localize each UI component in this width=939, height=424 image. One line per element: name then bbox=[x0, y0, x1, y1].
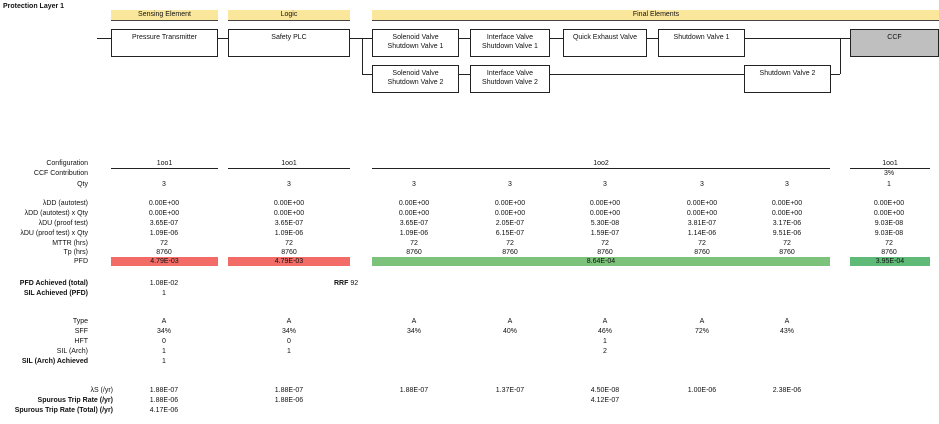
ccf-box[interactable] bbox=[850, 29, 939, 57]
hft-value: 1 bbox=[603, 338, 607, 345]
lambda-s-value: 4.50E-08 bbox=[590, 387, 620, 394]
config-underline bbox=[372, 168, 830, 169]
label-sil-arch-achieved: SIL (Arch) Achieved bbox=[21, 358, 88, 365]
box-label: Solenoid Valve bbox=[392, 34, 439, 41]
header-underline bbox=[111, 20, 218, 21]
lduq-value: 1.09E-06 bbox=[274, 230, 304, 237]
sff-value: 34% bbox=[406, 328, 422, 335]
interface-valve-1-box[interactable] bbox=[470, 29, 550, 57]
label-ldd: λDD (autotest) bbox=[42, 200, 88, 207]
box-sublabel: Shutdown Valve 2 bbox=[482, 79, 538, 86]
pfd-final-bar: 8.64E-04 bbox=[372, 257, 830, 266]
lduq-value: 9.51E-06 bbox=[772, 230, 802, 237]
str-total-value: 4.17E-06 bbox=[149, 407, 179, 414]
box-sublabel: Shutdown Valve 1 bbox=[387, 43, 444, 50]
label-spurious-trip-rate-total: Spurous Trip Rate (Total) (/yr) bbox=[14, 407, 113, 414]
mttr-value: 72 bbox=[506, 240, 514, 247]
sil-pfd-value: 1 bbox=[162, 290, 166, 297]
config-value: 1oo1 bbox=[281, 160, 297, 167]
header-underline bbox=[228, 20, 350, 21]
lddq-value: 0.00E+00 bbox=[589, 210, 621, 217]
label-type: Type bbox=[72, 318, 88, 325]
type-value: A bbox=[699, 318, 705, 325]
lduq-value: 1.59E-07 bbox=[590, 230, 620, 237]
tp-value: 8760 bbox=[597, 249, 613, 256]
tp-value: 8760 bbox=[779, 249, 795, 256]
box-sublabel: Shutdown Valve 1 bbox=[482, 43, 538, 50]
solenoid-valve-2-box[interactable] bbox=[372, 65, 459, 93]
mttr-value: 72 bbox=[885, 240, 893, 247]
config-logic bbox=[228, 159, 350, 169]
tp-value: 8760 bbox=[156, 249, 172, 256]
lambda-s-value: 1.37E-07 bbox=[495, 387, 525, 394]
header-sensing-element: Sensing Element bbox=[111, 10, 218, 20]
ldu-value: 9.03E-08 bbox=[874, 220, 904, 227]
lambda-s-value: 1.88E-07 bbox=[149, 387, 179, 394]
qty-value: 3 bbox=[412, 181, 416, 188]
sil-arch-achieved-value: 1 bbox=[162, 358, 166, 365]
label-lambda-s: λS (/yr) bbox=[90, 387, 113, 394]
label-ldu: λDU (proof test) bbox=[38, 220, 88, 227]
ldd-value: 0.00E+00 bbox=[686, 200, 718, 207]
box-sublabel: Shutdown Valve 2 bbox=[387, 79, 444, 86]
safety-plc-box[interactable] bbox=[228, 29, 350, 57]
lduq-value: 9.03E-08 bbox=[874, 230, 904, 237]
config-ccf bbox=[850, 159, 930, 169]
page-title: Protection Layer 1 bbox=[3, 3, 65, 10]
label-sff: SFF bbox=[74, 328, 88, 335]
ldu-value: 3.81E-07 bbox=[687, 220, 717, 227]
label-configuration: Configuration bbox=[46, 160, 88, 167]
label-lduq: λDU (proof test) x Qty bbox=[20, 230, 88, 237]
box-label: Quick Exhaust Valve bbox=[572, 34, 638, 41]
ldd-value: 0.00E+00 bbox=[873, 200, 905, 207]
sil-arch-value: 1 bbox=[162, 348, 166, 355]
lambda-s-value: 2.38E-06 bbox=[772, 387, 802, 394]
ldd-value: 0.00E+00 bbox=[148, 200, 180, 207]
lambda-s-value: 1.88E-07 bbox=[274, 387, 304, 394]
sff-value: 34% bbox=[156, 328, 172, 335]
lddq-value: 0.00E+00 bbox=[873, 210, 905, 217]
interface-valve-2-box[interactable] bbox=[470, 65, 550, 93]
mttr-value: 72 bbox=[601, 240, 609, 247]
header-underline bbox=[372, 20, 939, 21]
ldu-value: 3.65E-07 bbox=[399, 220, 429, 227]
type-value: A bbox=[411, 318, 417, 325]
qty-value: 3 bbox=[287, 181, 291, 188]
box-label: CCF bbox=[887, 34, 902, 41]
tp-value: 8760 bbox=[281, 249, 297, 256]
lddq-value: 0.00E+00 bbox=[148, 210, 180, 217]
config-underline bbox=[111, 168, 218, 169]
sff-value: 46% bbox=[597, 328, 613, 335]
label-pfd-achieved-total: PFD Achieved (total) bbox=[19, 280, 88, 287]
qty-value: 3 bbox=[603, 181, 607, 188]
ldd-value: 0.00E+00 bbox=[771, 200, 803, 207]
lduq-value: 1.14E-06 bbox=[687, 230, 717, 237]
ldu-value: 5.30E-08 bbox=[590, 220, 620, 227]
tp-value: 8760 bbox=[694, 249, 710, 256]
quick-exhaust-valve-box[interactable] bbox=[563, 29, 647, 57]
sil-arch-value: 2 bbox=[603, 348, 607, 355]
mttr-value: 72 bbox=[410, 240, 418, 247]
config-final bbox=[372, 159, 830, 169]
sff-value: 43% bbox=[779, 328, 795, 335]
ldd-value: 0.00E+00 bbox=[273, 200, 305, 207]
mttr-value: 72 bbox=[698, 240, 706, 247]
sil-arch-value: 1 bbox=[287, 348, 291, 355]
label-pfd: PFD bbox=[74, 258, 88, 265]
str-logic-value: 1.88E-06 bbox=[274, 397, 304, 404]
type-value: A bbox=[286, 318, 292, 325]
str-final-value: 4.12E-07 bbox=[590, 397, 620, 404]
box-label: Safety PLC bbox=[271, 34, 307, 41]
shutdown-valve-1-box[interactable] bbox=[658, 29, 745, 57]
mttr-value: 72 bbox=[285, 240, 293, 247]
type-value: A bbox=[602, 318, 608, 325]
mttr-value: 72 bbox=[783, 240, 791, 247]
label-ccf-contribution: CCF Contribution bbox=[33, 170, 88, 177]
ldu-value: 3.65E-07 bbox=[149, 220, 179, 227]
qty-value: 3 bbox=[700, 181, 704, 188]
lduq-value: 1.09E-06 bbox=[149, 230, 179, 237]
qty-value: 3 bbox=[785, 181, 789, 188]
box-label: Shutdown Valve 1 bbox=[673, 34, 730, 41]
config-underline bbox=[228, 168, 350, 169]
str-sensing-value: 1.88E-06 bbox=[149, 397, 179, 404]
ldd-value: 0.00E+00 bbox=[494, 200, 526, 207]
lambda-s-value: 1.88E-07 bbox=[399, 387, 429, 394]
sff-value: 34% bbox=[281, 328, 297, 335]
type-value: A bbox=[784, 318, 790, 325]
ldu-value: 2.05E-07 bbox=[495, 220, 525, 227]
label-sil-achieved-pfd: SIL Achieved (PFD) bbox=[23, 290, 88, 297]
lddq-value: 0.00E+00 bbox=[771, 210, 803, 217]
ccf-contribution-value: 3% bbox=[883, 170, 895, 177]
solenoid-valve-1-box[interactable] bbox=[372, 29, 459, 57]
pfd-total-value: 1.08E-02 bbox=[149, 280, 179, 287]
lduq-value: 1.09E-06 bbox=[399, 230, 429, 237]
lambda-s-value: 1.00E-06 bbox=[687, 387, 717, 394]
ldu-value: 3.17E-06 bbox=[772, 220, 802, 227]
header-final-elements: Final Elements bbox=[372, 10, 939, 20]
lddq-value: 0.00E+00 bbox=[494, 210, 526, 217]
box-label: Interface Valve bbox=[486, 70, 534, 77]
rrf-group bbox=[334, 279, 358, 288]
branch-line-right bbox=[840, 38, 841, 74]
label-spurious-trip-rate: Spurous Trip Rate (/yr) bbox=[37, 397, 113, 404]
mttr-value: 72 bbox=[160, 240, 168, 247]
lddq-value: 0.00E+00 bbox=[398, 210, 430, 217]
tp-value: 8760 bbox=[502, 249, 518, 256]
ldd-value: 0.00E+00 bbox=[589, 200, 621, 207]
label-hft: HFT bbox=[74, 338, 88, 345]
tp-value: 8760 bbox=[406, 249, 422, 256]
label-mttr: MTTR (hrs) bbox=[52, 240, 88, 247]
config-value: 1oo1 bbox=[882, 160, 898, 167]
rrf-label: RRF bbox=[334, 280, 349, 287]
box-label: Pressure Transmitter bbox=[132, 34, 197, 41]
qty-value: 1 bbox=[887, 181, 891, 188]
qty-value: 3 bbox=[508, 181, 512, 188]
label-qty: Qty bbox=[77, 181, 88, 188]
lddq-value: 0.00E+00 bbox=[273, 210, 305, 217]
label-sil-arch: SIL (Arch) bbox=[56, 348, 88, 355]
pfd-logic-bar: 4.79E-03 bbox=[228, 257, 350, 266]
pfd-sensing-bar: 4.79E-03 bbox=[111, 257, 218, 266]
shutdown-valve-2-box[interactable] bbox=[744, 65, 831, 93]
hft-value: 0 bbox=[162, 338, 166, 345]
lduq-value: 6.15E-07 bbox=[495, 230, 525, 237]
sff-value: 40% bbox=[502, 328, 518, 335]
config-sensing bbox=[111, 159, 218, 169]
box-label: Interface Valve bbox=[486, 34, 534, 41]
ldu-value: 3.65E-07 bbox=[274, 220, 304, 227]
box-label: Shutdown Valve 2 bbox=[759, 70, 816, 77]
branch-line-left bbox=[362, 38, 363, 74]
qty-value: 3 bbox=[162, 181, 166, 188]
lddq-value: 0.00E+00 bbox=[686, 210, 718, 217]
label-tp: Tp (hrs) bbox=[63, 249, 88, 256]
box-label: Solenoid Valve bbox=[392, 70, 439, 77]
ldd-value: 0.00E+00 bbox=[398, 200, 430, 207]
config-value: 1oo2 bbox=[593, 160, 609, 167]
type-value: A bbox=[161, 318, 167, 325]
pfd-ccf-bar: 3.95E-04 bbox=[850, 257, 930, 266]
tp-value: 8760 bbox=[881, 249, 897, 256]
sff-value: 72% bbox=[694, 328, 710, 335]
label-lddq: λDD (autotest) x Qty bbox=[24, 210, 88, 217]
header-logic: Logic bbox=[228, 10, 350, 20]
rrf-value: 92 bbox=[350, 280, 359, 287]
config-value: 1oo1 bbox=[156, 160, 173, 167]
type-value: A bbox=[507, 318, 513, 325]
pressure-transmitter-box[interactable] bbox=[111, 29, 218, 57]
hft-value: 0 bbox=[287, 338, 291, 345]
